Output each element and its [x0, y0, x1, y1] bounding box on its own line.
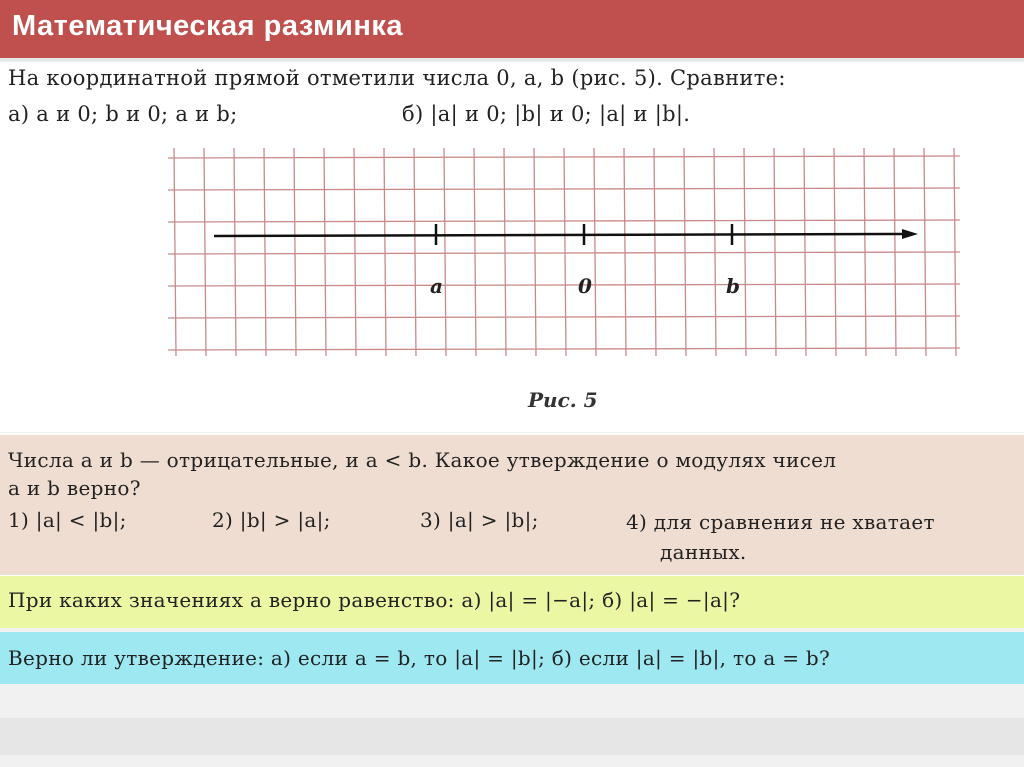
task2-line2: a и b верно?: [8, 476, 141, 500]
grid-line-v: [354, 148, 356, 356]
task2-line1: Числа a и b — отрицательные, и a < b. Какое утверждение о модулях чисел: [8, 448, 837, 472]
grid-line-v: [504, 148, 506, 356]
task1-part-b: б) |a| и 0; |b| и 0; |a| и |b|.: [402, 102, 691, 126]
point-label-a: a: [430, 274, 443, 298]
grid-line-h: [168, 220, 960, 222]
grid-line-h: [168, 284, 960, 286]
task2-option-3: 3) |a| > |b|;: [420, 508, 539, 532]
grid-line-v: [564, 148, 566, 356]
grid-line-h: [168, 348, 960, 350]
task4-panel: [0, 632, 1024, 684]
task3-panel: [0, 576, 1024, 628]
grid-line-v: [414, 148, 416, 356]
grid-line-v: [204, 148, 206, 356]
point-label-0: 0: [578, 274, 592, 298]
grid-line-v: [294, 148, 296, 356]
grid-line-v: [594, 148, 596, 356]
axis-line: [214, 234, 908, 236]
figure-caption: Рис. 5: [528, 388, 598, 412]
grid-line-v: [474, 148, 476, 356]
grid-line-v: [264, 148, 266, 356]
grid-line-h: [168, 316, 960, 318]
number-line: [214, 224, 918, 298]
task1-line1: На координатной прямой отметили числа 0, a, b (рис. 5). Сравните:: [8, 66, 786, 90]
grid-line-v: [534, 148, 536, 356]
point-label-b: b: [726, 274, 740, 298]
title-bar: [0, 0, 1024, 61]
task2-option-2: 2) |b| > |a|;: [212, 508, 331, 532]
task2-option-4: 4) для сравнения не хватает: [626, 510, 935, 534]
task4-text: Верно ли утверждение: а) если a = b, то |a| = |b|; б) если |a| = |b|, то a = b?: [8, 646, 831, 670]
grid: [168, 148, 960, 356]
grid-line-v: [654, 148, 656, 356]
grid-line-h: [168, 252, 960, 254]
grid-line-v: [324, 148, 326, 356]
grid-line-v: [444, 148, 446, 356]
number-line-figure: [160, 142, 965, 362]
axis-arrow: [902, 229, 918, 239]
grid-line-v: [234, 148, 236, 356]
task2-option-4-cont: данных.: [660, 540, 747, 564]
task2-option-1: 1) |a| < |b|;: [8, 508, 127, 532]
grid-line-v: [684, 148, 686, 356]
grid-line-v: [174, 148, 176, 356]
bottom-strip: [0, 718, 1024, 755]
task1-part-a: а) a и 0; b и 0; a и b;: [8, 102, 238, 126]
task3-text: При каких значениях a верно равенство: а) |a| = |−a|; б) |a| = −|a|?: [8, 588, 741, 612]
grid-line-v: [384, 148, 386, 356]
grid-line-v: [624, 148, 626, 356]
slide-title: Математическая разминка: [12, 10, 403, 42]
